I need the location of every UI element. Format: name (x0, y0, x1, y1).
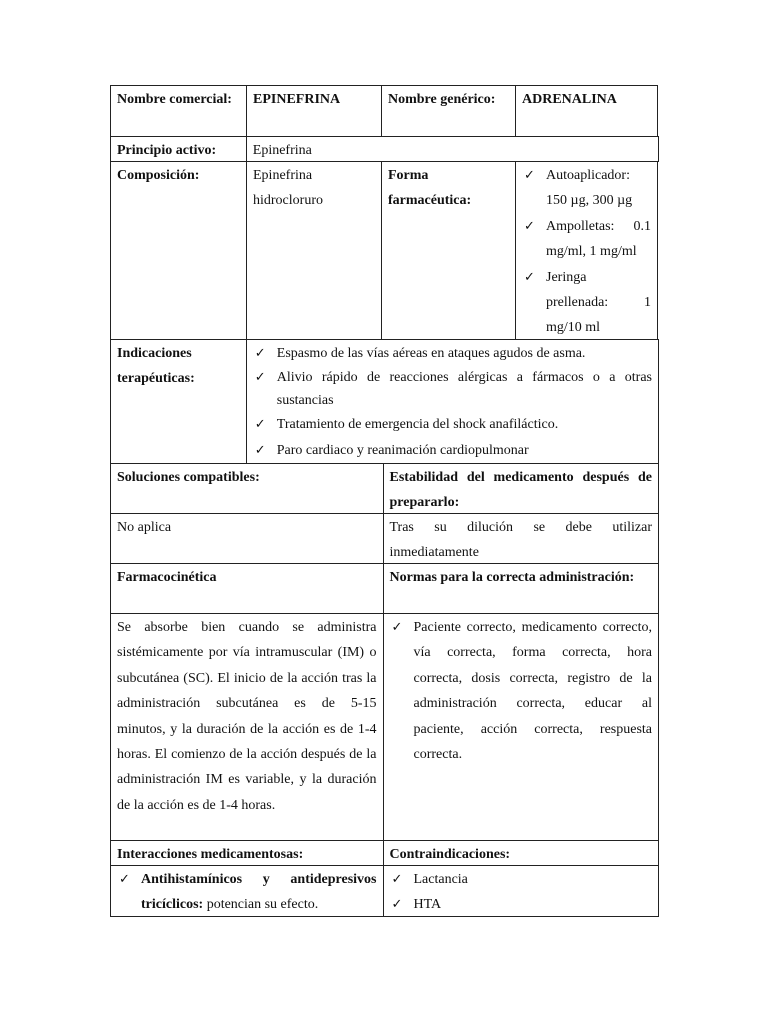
interaccion-drug-class: Antihistamínicos y antidepresivos tricíclicos: (141, 872, 377, 913)
composicion-value: Epinefrina hidrocloruro (246, 161, 382, 340)
row-soluciones-values (110, 513, 658, 563)
forma-item-text: Ampolletas: 0.1 mg/ml, 1 mg/ml (546, 218, 651, 260)
indicacion-text: Tratamiento de emergencia del shock anafiláctico. (276, 417, 559, 433)
normas-list (390, 615, 653, 767)
nombre-generico-value: ADRENALINA (515, 85, 658, 137)
row-interacciones-header (110, 840, 658, 865)
contraindicacion-item (390, 867, 653, 892)
indicaciones-list (253, 341, 652, 463)
contraindicaciones-label: Contraindicaciones: (383, 840, 660, 866)
normas-text: Paciente correcto, medicamento correcto, vía correcta, forma correcta, hora correcta, dosis correcta, registro de la administración correcta, educar al paciente, acción correcta, respuesta correcta. (413, 620, 652, 763)
contraindicacion-item (390, 892, 653, 917)
contraindicaciones-list-cell (383, 865, 660, 917)
principio-activo-label: Principio activo: (110, 136, 247, 162)
interacciones-list (117, 867, 377, 918)
forma-item-ampolletas (522, 214, 651, 265)
composicion-label: Composición: (110, 161, 247, 340)
row-composicion (110, 161, 658, 339)
interacciones-label: Interacciones medicamentosas: (110, 840, 384, 866)
soluciones-value: No aplica (110, 513, 384, 564)
row-interacciones-values (110, 865, 658, 916)
interaccion-effect: potencian su efecto. (203, 897, 319, 913)
row-farmacocinetica-values (110, 613, 658, 840)
normas-label: Normas para la correcta administración: (383, 563, 660, 614)
farmacocinetica-value: Se absorbe bien cuando se administra sistémicamente por vía intramuscular (IM) o subcutánea (SC). El inicio de la acción tras la administración subcutánea es de 5-15 minutos, y la duración de la acción es de 1-4 horas. El comienzo de la acción después de la administración IM es variable, y la duración de la acción es de 1-4 horas. (110, 613, 384, 841)
row-farmacocinetica-header (110, 563, 658, 613)
forma-item-autoaplicador (522, 163, 651, 214)
indicacion-item (253, 341, 652, 366)
contraindicacion-text: Lactancia (413, 872, 468, 887)
row-nombres (110, 85, 658, 136)
estabilidad-value: Tras su dilución se debe utilizar inmediatamente (383, 513, 660, 564)
interaccion-item (117, 867, 377, 918)
indicacion-text: Espasmo de las vías aéreas en ataques agudos de asma. (276, 346, 586, 361)
nombre-comercial-label: Nombre comercial: (110, 85, 247, 137)
forma-farmaceutica-label: Forma farmacéutica: (381, 161, 516, 340)
forma-item-text: Jeringa prellenada: 1 mg/10 ml (546, 269, 651, 336)
indicacion-item (253, 366, 652, 412)
soluciones-label: Soluciones compatibles: (110, 463, 384, 514)
row-principio (110, 136, 658, 161)
indicacion-text: Alivio rápido de reacciones alérgicas a fármacos o a otras sustancias (276, 370, 652, 409)
normas-list-cell (383, 613, 660, 841)
estabilidad-label: Estabilidad del medicamento después de prepararlo: (383, 463, 660, 514)
row-indicaciones (110, 339, 658, 463)
principio-activo-value: Epinefrina (246, 136, 659, 162)
forma-farmaceutica-list (522, 163, 651, 341)
indicacion-text: Paro cardiaco y reanimación cardiopulmonar (276, 442, 529, 458)
indicaciones-label: Indicaciones terapéuticas: (110, 339, 247, 464)
indicaciones-list-cell (246, 339, 659, 464)
forma-item-text: Autoaplicador: 150 µg, 300 µg (546, 168, 633, 209)
forma-item-jeringa (522, 265, 651, 341)
farmacocinetica-label: Farmacocinética (110, 563, 384, 614)
drug-info-table (110, 85, 658, 916)
row-soluciones-header (110, 463, 658, 513)
contraindicaciones-list (390, 867, 653, 918)
nombre-generico-label: Nombre genérico: (381, 85, 516, 137)
indicacion-item (253, 412, 652, 437)
indicacion-item (253, 438, 652, 463)
nombre-comercial-value: EPINEFRINA (246, 85, 382, 137)
normas-item (390, 615, 653, 767)
forma-farmaceutica-list-cell (515, 161, 658, 340)
interacciones-list-cell (110, 865, 384, 917)
contraindicacion-text: HTA (413, 897, 442, 913)
